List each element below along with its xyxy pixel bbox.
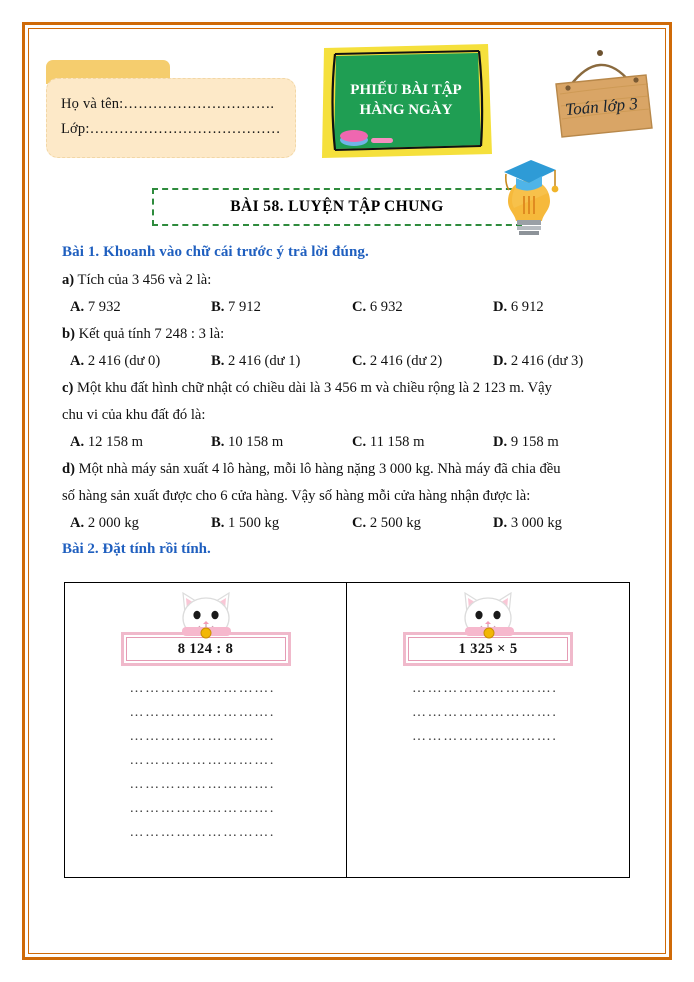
answer-line[interactable]: ……………………….	[412, 705, 558, 720]
question-a-choices	[62, 295, 634, 320]
lesson-title-banner	[152, 188, 522, 226]
answer-line[interactable]: ……………………….	[129, 729, 275, 744]
answer-line[interactable]: ……………………….	[129, 777, 275, 792]
choice-d3-letter: C.	[352, 515, 367, 531]
choice-d4[interactable]	[493, 511, 634, 536]
question-d-text: Một nhà máy sản xuất 4 lô hàng, mỗi lô hàng nặng 3 000 kg. Nhà máy đã chia đều	[74, 461, 561, 477]
question-d-label: d)	[62, 461, 75, 477]
choice-a4[interactable]	[493, 295, 634, 320]
answer-lines-1	[130, 679, 282, 847]
question-d-choices	[62, 511, 634, 536]
choice-b1[interactable]	[70, 349, 211, 374]
chalkboard-illustration	[316, 42, 494, 162]
exercise2-column-2	[347, 583, 629, 877]
expression-1: 8 124 : 8	[177, 640, 234, 657]
question-b-text: Kết quả tính 7 248 : 3 là:	[74, 326, 225, 342]
student-info-card	[46, 78, 296, 158]
choice-b1-letter: A.	[70, 353, 85, 369]
chalkboard-line1: PHIẾU BÀI TẬP	[350, 82, 462, 98]
expression-box-2	[403, 632, 573, 666]
choice-b2[interactable]	[211, 349, 352, 374]
choice-c4-letter: D.	[493, 434, 508, 450]
choice-c1-letter: A.	[70, 434, 85, 450]
choice-a2-text: 7 912	[224, 299, 261, 315]
choice-d3[interactable]	[352, 511, 493, 536]
question-a-text: Tích của 3 456 và 2 là:	[74, 272, 212, 288]
student-name-field[interactable]: Họ và tên:………………………….	[61, 96, 275, 112]
answer-lines-2	[412, 679, 564, 751]
exercise2-heading: Bài 2. Đặt tính rồi tính.	[62, 541, 211, 557]
choice-d2-letter: B.	[211, 515, 225, 531]
choice-a4-text: 6 912	[507, 299, 544, 315]
question-c-label: c)	[62, 380, 74, 396]
student-class-field[interactable]: Lớp:…………………………………	[61, 121, 281, 137]
choice-d1-text: 2 000 kg	[84, 515, 139, 531]
answer-line[interactable]: ……………………….	[412, 681, 558, 696]
choice-a2-letter: B.	[211, 299, 225, 315]
choice-a1-text: 7 932	[84, 299, 121, 315]
answer-line[interactable]: ……………………….	[129, 753, 275, 768]
question-c-prompt-cont: chu vi của khu đất đó là:	[62, 407, 206, 423]
lightbulb-graduation-icon	[498, 156, 560, 238]
choice-b2-text: 2 416 (dư 1)	[224, 353, 301, 369]
choice-c1[interactable]	[70, 430, 211, 455]
choice-a1-letter: A.	[70, 299, 85, 315]
wooden-sign-text: Toán lớp 3	[564, 93, 639, 120]
worksheet-content	[62, 244, 634, 558]
answer-line[interactable]: ……………………….	[412, 729, 558, 744]
question-d-prompt	[62, 457, 634, 482]
choice-c2[interactable]	[211, 430, 352, 455]
choice-c2-letter: B.	[211, 434, 225, 450]
page-title: BÀI 58. LUYỆN TẬP CHUNG	[230, 198, 444, 215]
choice-b2-letter: B.	[211, 353, 225, 369]
answer-line[interactable]: ……………………….	[129, 705, 275, 720]
choice-c1-text: 12 158 m	[84, 434, 143, 450]
chalkboard-line2: HÀNG NGÀY	[359, 102, 453, 118]
choice-c3-text: 11 158 m	[366, 434, 425, 450]
answer-line[interactable]: ……………………….	[129, 681, 275, 696]
choice-d3-text: 2 500 kg	[366, 515, 421, 531]
question-c-choices	[62, 430, 634, 455]
question-d-prompt-cont: số hàng sản xuất được cho 6 cửa hàng. Vậy số hàng mỗi cửa hàng nhận được là:	[62, 488, 531, 504]
choice-d1-letter: A.	[70, 515, 85, 531]
choice-b4-letter: D.	[493, 353, 508, 369]
choice-d2-text: 1 500 kg	[224, 515, 280, 531]
choice-b3-letter: C.	[352, 353, 367, 369]
exercise2-column-1	[65, 583, 347, 877]
question-b-choices	[62, 349, 634, 374]
expression-box-1	[121, 632, 291, 666]
wooden-sign-illustration	[540, 42, 660, 152]
choice-a4-letter: D.	[493, 299, 508, 315]
choice-b3[interactable]	[352, 349, 493, 374]
choice-d4-letter: D.	[493, 515, 508, 531]
choice-c2-text: 10 158 m	[224, 434, 284, 450]
question-a-label: a)	[62, 272, 75, 288]
choice-a1[interactable]	[70, 295, 211, 320]
exercise2-work-box	[64, 582, 630, 878]
question-c-text: Một khu đất hình chữ nhật có chiều dài là 3 456 m và chiều rộng là 2 123 m. Vậy	[73, 380, 552, 396]
answer-line[interactable]: ……………………….	[129, 825, 275, 840]
choice-d4-text: 3 000 kg	[507, 515, 562, 531]
choice-a3[interactable]	[352, 295, 493, 320]
expression-2: 1 325 × 5	[458, 640, 518, 657]
choice-b1-text: 2 416 (dư 0)	[84, 353, 161, 369]
exercise1-heading: Bài 1. Khoanh vào chữ cái trước ý trả lời đúng.	[62, 244, 369, 260]
question-a-prompt	[62, 268, 634, 293]
choice-a3-text: 6 932	[366, 299, 403, 315]
choice-c3-letter: C.	[352, 434, 367, 450]
choice-d2[interactable]	[211, 511, 352, 536]
choice-d1[interactable]	[70, 511, 211, 536]
choice-c4[interactable]	[493, 430, 634, 455]
choice-b3-text: 2 416 (dư 2)	[366, 353, 443, 369]
question-c-prompt	[62, 376, 634, 401]
choice-a2[interactable]	[211, 295, 352, 320]
choice-b4-text: 2 416 (dư 3)	[507, 353, 584, 369]
choice-b4[interactable]	[493, 349, 634, 374]
choice-c3[interactable]	[352, 430, 493, 455]
answer-line[interactable]: ……………………….	[129, 801, 275, 816]
choice-a3-letter: C.	[352, 299, 367, 315]
question-b-label: b)	[62, 326, 75, 342]
choice-c4-text: 9 158 m	[507, 434, 559, 450]
question-b-prompt	[62, 322, 634, 347]
